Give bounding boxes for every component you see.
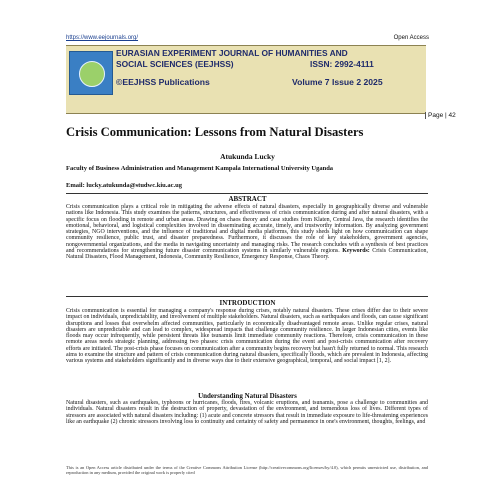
divider <box>66 296 428 297</box>
journal-url-link[interactable]: https://www.eejournals.org/ <box>66 35 139 41</box>
abstract-heading: ABSTRACT <box>228 195 267 203</box>
keywords-label: Keywords: <box>342 248 370 255</box>
author-email: Email: lucky.atukunda@studwc.kiu.ac.ug <box>66 182 183 189</box>
volume-issue-label: Volume 7 Issue 2 2025 <box>292 77 383 87</box>
author-affiliation: Faculty of Business Administration and Management Kampala International University Uganda <box>66 165 334 172</box>
open-access-label: Open Access <box>393 35 429 41</box>
abstract-body: Crisis communication plays a critical role in mitigating the adverse effects of natural disasters, especially in geographically diverse and vulnerable nations like Indonesia. This study examines the patterns, structures, and effectiveness of crisis communication during and after natural disasters, with a specific focus on flooding in remote and urban areas. Drawing on chaos theory and case studies from Klaten, Central Java, the research identifies the emotional, behavioral, and logistical complexities involved in disseminating accurate, timely, and trustworthy information. By analyzing government strategies, NGO interventions, and the influence of traditional and digital media platforms, this study sheds light on how communication can shape community resilience, public trust, and disaster preparedness. Furthermore, it discusses the role of key stakeholders, government agencies, nongovernmental organizations, and the media in navigating uncertainty and managing risks. The research concludes with a synthesis of best practices and recommendations for strengthening future disaster communication systems in similarly vulnerable regions. <box>66 204 428 255</box>
issn-label: ISSN: 2992-4111 <box>310 59 374 69</box>
journal-banner <box>66 45 426 114</box>
page-number: Page | 42 <box>425 112 456 119</box>
introduction-heading: INTRODUCTION <box>219 299 276 307</box>
article-title: Crisis Communication: Lessons from Natural Disasters <box>66 125 364 139</box>
running-header <box>66 35 429 44</box>
introduction-text: Crisis communication is essential for managing a company's response during crises, notably natural disasters. These crises differ due to their severe impact on individuals, unpredictability, and involvement of multiple stakeholders. Natural disasters, such as earthquakes and floods, can cause significant disruptions and losses that overwhelm affected communities, particularly in economically disadvantaged remote areas. Unlike regular crises, natural disasters are unpredictable and can lead to complex, widespread impacts that challenge community resilience. In larger Indonesian cities, events like floods may occur infrequently, while persistent threats like tsunamis limit immediate community reactions. Therefore, crisis communication in these remote areas needs strategic planning, addressing two phases: crisis communication during the event and post-crisis communication after recovery efforts are initiated. The post-crisis phase focuses on communication after a community begins recovery but hasn't fully returned to normal. This research aims to examine the structure and pattern of crisis communication during natural disasters, specifically floods, which are prevalent in Indonesia, affecting various systems and stakeholders significantly and in diverse ways due to their extensive geographical, temporal, and social impact [1, 2]. <box>66 308 428 365</box>
understanding-heading: Understanding Natural Disasters <box>198 392 297 400</box>
globe-icon <box>79 61 105 87</box>
journal-logo-icon <box>69 51 113 95</box>
understanding-text: Natural disasters, such as earthquakes, typhoons or hurricanes, floods, fires, volcanic eruptions, and tsunamis, pose a challenge to communities and individuals. Natural disasters result in the destruction of property, devastation of the environment, and tremendous loss of lives. Different types of stressors are associated with natural disasters including: (1) acute and concrete stressors that result in immediate exposure to life-threatening experiences like an earthquake (2) chronic stressors involving loss to continuity and certainty of safety and permanence in one's environment, thoughts, feelings, and <box>66 400 428 425</box>
license-footnote: This is an Open Access article distributed under the terms of the Creative Commons Attribution License (http://creativecommons.org/licenses/by/4.0), which permits unrestricted use, distribution, and reproduction in any medium, provided the original work is properly cited <box>66 465 428 475</box>
journal-title-line1: EURASIAN EXPERIMENT JOURNAL OF HUMANITIES AND <box>116 48 348 58</box>
publisher-label: ©EEJHSS Publications <box>116 77 210 87</box>
journal-title-line2: SOCIAL SCIENCES (EEJHSS) <box>116 59 234 69</box>
divider <box>66 193 428 194</box>
article-author: Atukunda Lucky <box>220 152 275 161</box>
keywords-list: Crisis Communication, Natural Disasters, Flood Management, Indonesia, Community Resilience, Emergency Response, Chaos Theory. <box>66 248 428 261</box>
abstract-text <box>66 204 428 261</box>
